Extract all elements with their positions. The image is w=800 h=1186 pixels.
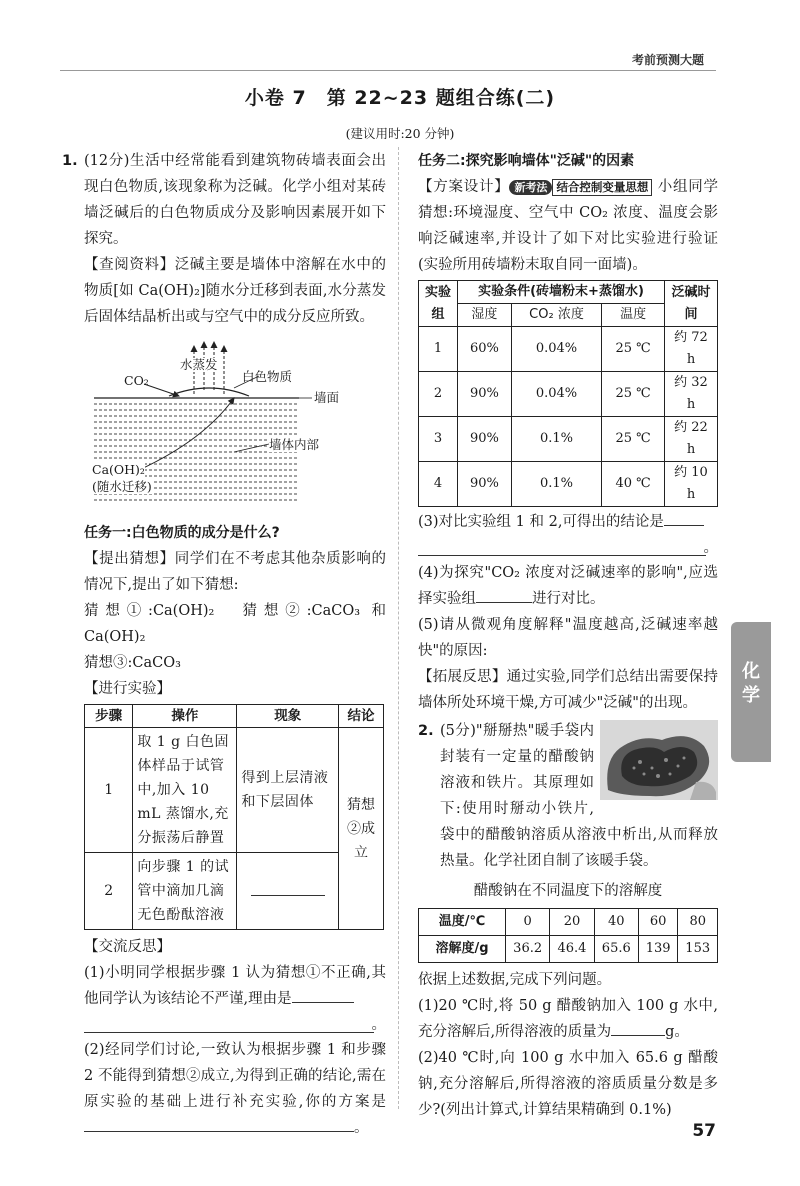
cell-time: 约 10 h <box>665 462 718 507</box>
answer-blank[interactable] <box>251 879 325 896</box>
q2-sub1-unit: g。 <box>665 1024 689 1040</box>
th-temperature: 温度/℃ <box>419 909 506 936</box>
task2-q3 <box>418 509 718 535</box>
tag-new-method: 新考法 <box>509 180 552 195</box>
cell-temperature: 25 ℃ <box>602 327 665 372</box>
solubility-table-title: 醋酸钠在不同温度下的溶解度 <box>473 883 663 899</box>
task2-q3-line <box>418 535 718 556</box>
table-row <box>419 462 718 507</box>
reflect-1 <box>62 960 386 1012</box>
q2-number: 2. <box>418 723 434 739</box>
cell-solubility: 65.6 <box>594 936 638 963</box>
experiment-title: 【进行实验】 <box>84 681 171 697</box>
q2-sub1-text: (1)20 ℃时,将 50 g 醋酸钠加入 100 g 水中,充分溶解后,所得溶液的质量为 <box>418 998 718 1040</box>
q4-text: (4)为探究"CO₂ 浓度对泛碱速率的影响",应选择实验组 <box>418 565 718 607</box>
table-row <box>85 728 384 853</box>
hypothesis-3: 猜想③:CaCO₃ <box>84 655 181 671</box>
header-rule <box>60 70 716 71</box>
answer-blank[interactable] <box>292 986 354 1003</box>
cell-humidity: 90% <box>458 462 512 507</box>
cell-solubility: 139 <box>638 936 678 963</box>
th-humidity: 湿度 <box>458 304 512 327</box>
cell-humidity: 60% <box>458 327 512 372</box>
reflect-title: 【交流反思】 <box>84 939 171 955</box>
q1-number: 1. <box>62 153 78 169</box>
end-mark: 。 <box>371 1017 386 1033</box>
task2-design <box>418 174 718 278</box>
reflect-1-line <box>62 1012 386 1033</box>
th-temperature: 温度 <box>602 304 665 327</box>
q1-intro <box>62 148 386 252</box>
th-solubility: 溶解度/g <box>419 936 506 963</box>
table-row <box>419 417 718 462</box>
cell-solubility: 36.2 <box>506 936 550 963</box>
label-caoh2: Ca(OH)₂ <box>92 462 145 477</box>
cell-time: 约 32 h <box>665 372 718 417</box>
end-mark: 。 <box>703 540 718 556</box>
side-tab-char: 化 <box>742 661 760 682</box>
cell-time: 约 72 h <box>665 327 718 372</box>
th-time: 泛碱时间 <box>665 281 718 327</box>
cell-temp: 20 <box>550 909 594 936</box>
q1-intro-text: (12分)生活中经常能看到建筑物砖墙表面会出现白色物质,该现象称为泛碱。化学小组对某砖墙泛碱后的白色物质成分及影响因素展开如下探究。 <box>84 153 386 247</box>
cell-time: 约 22 h <box>665 417 718 462</box>
reflect-2 <box>62 1037 386 1141</box>
answer-blank[interactable] <box>664 509 704 526</box>
cell-humidity: 90% <box>458 372 512 417</box>
cell-conclusion: 猜想②成立 <box>339 728 384 930</box>
cell-temp: 80 <box>678 909 718 936</box>
q2-intro-text: (5分)"掰掰热"暖手袋内封装有一定量的醋酸钠溶液和铁片。其原理如下:使用时掰动小铁片,袋中的醋酸钠溶质从溶液中析出,从而释放热量。化学社团自制了该暖手袋。 <box>440 723 718 869</box>
page-number: 57 <box>692 1121 716 1141</box>
right-column <box>418 148 718 1123</box>
cell-solubility: 153 <box>678 936 718 963</box>
hand-warmer-image <box>600 720 718 800</box>
wall-diagram <box>62 340 404 516</box>
cell-group: 2 <box>419 372 458 417</box>
label-vapor: 水蒸发 <box>180 357 218 372</box>
hypothesis-intro: 【提出猜想】同学们在不考虑其他杂质影响的情况下,提出了如下猜想: <box>84 551 386 593</box>
cell-humidity: 90% <box>458 417 512 462</box>
table-row <box>419 936 718 963</box>
task1-title: 任务一:白色物质的成分是什么? <box>84 525 280 541</box>
th-phenomenon: 现象 <box>237 705 339 728</box>
cell-temp: 0 <box>506 909 550 936</box>
cell-group: 3 <box>419 417 458 462</box>
q3-text: (3)对比实验组 1 和 2,可得出的结论是 <box>418 514 664 530</box>
cell-operation: 取 1 g 白色固体样品于试管中,加入 10 mL 蒸馏水,充分振荡后静置 <box>133 728 237 853</box>
q5-text: (5)请从微观角度解释"温度越高,泛碱速率越快"的原因: <box>418 617 718 659</box>
answer-blank[interactable] <box>476 586 532 603</box>
cell-group: 1 <box>419 327 458 372</box>
experiment-table <box>84 704 384 930</box>
q2-sub1 <box>418 993 718 1045</box>
page-title: 小卷 7 第 22~23 题组合练(二) <box>244 87 556 109</box>
cell-co2: 0.1% <box>511 462 601 507</box>
cell-temperature: 25 ℃ <box>602 417 665 462</box>
q4-text-end: 进行对比。 <box>532 591 605 607</box>
label-migrate: (随水迁移) <box>92 479 152 494</box>
side-tab-char: 学 <box>742 685 760 706</box>
cell-group: 4 <box>419 462 458 507</box>
q2-sub2: (2)40 ℃时,向 100 g 水中加入 65.6 g 醋酸钠,充分溶解后,所得溶液的溶质质量分数是多少?(列出计算式,计算结果精确到 0.1%) <box>418 1050 718 1118</box>
label-wall-inside: 墙体内部 <box>269 437 320 452</box>
cell-co2: 0.04% <box>511 372 601 417</box>
table-row <box>419 327 718 372</box>
th-conclusion: 结论 <box>339 705 384 728</box>
table-row <box>419 372 718 417</box>
th-step: 步骤 <box>85 705 133 728</box>
task2-title: 任务二:探究影响墙体"泛碱"的因素 <box>418 153 635 169</box>
label-wall-surface: 墙面 <box>314 390 340 405</box>
tag-control-variable: 结合控制变量思想 <box>552 179 652 196</box>
task2-q4 <box>418 560 718 612</box>
cell-operation: 向步骤 1 的试管中滴加几滴无色酚酞溶液 <box>133 853 237 930</box>
cell-co2: 0.1% <box>511 417 601 462</box>
table-row <box>419 909 718 936</box>
label-co2: CO₂ <box>124 373 149 388</box>
task2-extend: 【拓展反思】通过实验,同学们总结出需要保持墙体所处环境干燥,方可减少"泛碱"的出现。 <box>418 669 718 711</box>
reflect-1-text: (1)小明同学根据步骤 1 认为猜想①不正确,其他同学认为该结论不严谨,理由是 <box>84 965 386 1007</box>
section-header: 考前预测大题 <box>631 53 704 67</box>
subject-side-tab <box>731 622 771 762</box>
answer-blank[interactable] <box>418 535 718 556</box>
cell-step: 2 <box>85 853 133 930</box>
answer-blank[interactable] <box>611 1019 665 1036</box>
suggested-time: (建议用时:20 分钟) <box>345 126 455 141</box>
th-operation: 操作 <box>133 705 237 728</box>
end-mark: 。 <box>354 1120 369 1136</box>
answer-blank[interactable] <box>84 1012 386 1033</box>
cell-temp: 60 <box>638 909 678 936</box>
design-label: 【方案设计】 <box>418 179 510 195</box>
solubility-table <box>418 908 718 963</box>
q2-intro <box>418 718 718 874</box>
th-co2: CO₂ 浓度 <box>511 304 601 327</box>
design-text: 小组同学猜想:环境湿度、空气中 CO₂ 浓度、温度会影响泛碱速率,并设计了如下对比实验进行验证(实验所用砖墙粉末取自同一面墙)。 <box>418 179 719 273</box>
label-white-matter: 白色物质 <box>242 369 293 384</box>
column-divider <box>398 147 399 1109</box>
th-group: 实验组 <box>419 281 458 327</box>
cell-co2: 0.04% <box>511 327 601 372</box>
task2-q5 <box>418 612 718 664</box>
reflect-2-text: (2)经同学们讨论,一致认为根据步骤 1 和步骤 2 不能得到猜想②成立,为得到正确的结论,需在原实验的基础上进行补充实验,你的方案是 <box>84 1042 386 1110</box>
cell-phenomenon-answer[interactable] <box>237 853 339 930</box>
q2-lead: 依据上述数据,完成下列问题。 <box>418 972 612 988</box>
left-column <box>62 148 386 1141</box>
hypothesis-1-2: 猜想①:Ca(OH)₂ 猜想②:CaCO₃ 和 Ca(OH)₂ <box>84 603 386 645</box>
humidity-table <box>418 280 718 507</box>
cell-temperature: 25 ℃ <box>602 372 665 417</box>
cell-temperature: 40 ℃ <box>602 462 665 507</box>
cell-phenomenon: 得到上层清液和下层固体 <box>237 728 339 853</box>
cell-step: 1 <box>85 728 133 853</box>
answer-blank[interactable] <box>84 1115 354 1132</box>
cell-solubility: 46.4 <box>550 936 594 963</box>
q1-material: 【查阅资料】泛碱主要是墙体中溶解在水中的物质[如 Ca(OH)₂]随水分迁移到表面,水分蒸发后固体结晶析出或与空气中的成分反应所致。 <box>84 257 386 325</box>
th-conditions: 实验条件(砖墙粉末+蒸馏水) <box>458 281 665 304</box>
cell-temp: 40 <box>594 909 638 936</box>
